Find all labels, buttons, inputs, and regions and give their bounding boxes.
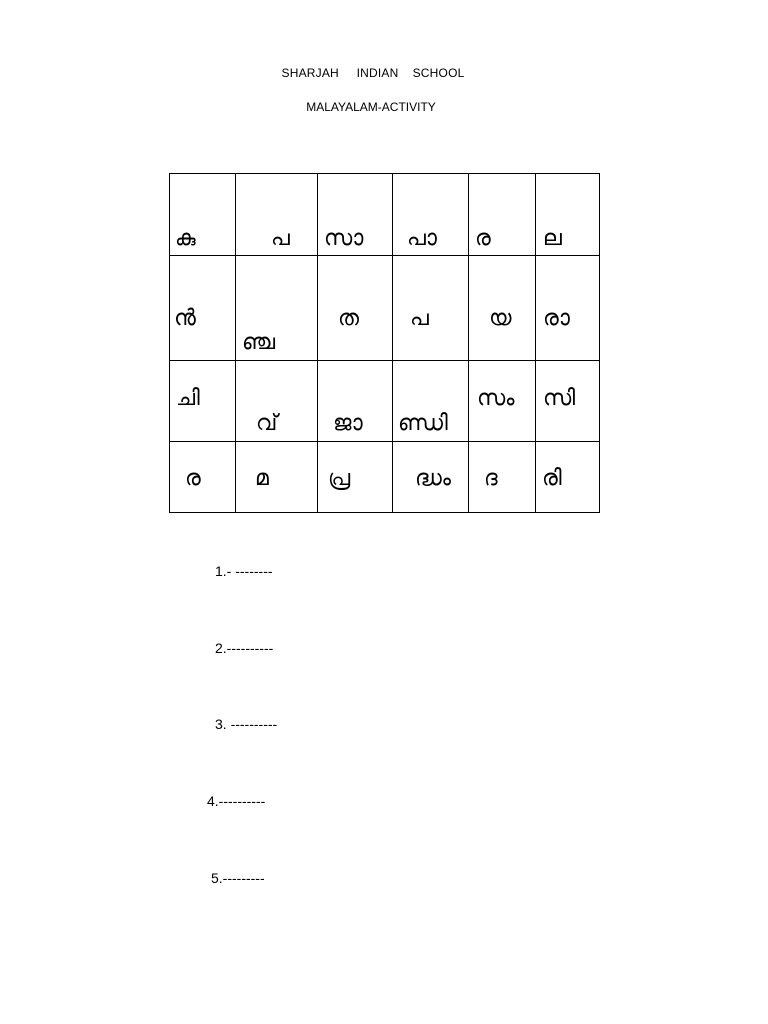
grid-cell-r1-c4: പാ: [407, 226, 437, 251]
grid-cell-r1-c2: പ: [271, 226, 290, 251]
grid-cell-r2-c6: രാ: [543, 306, 570, 331]
grid-cell-r3-c3: ജാ: [333, 411, 363, 436]
grid-line: [235, 174, 236, 512]
grid-cell-r4-c2: മ: [255, 466, 269, 491]
grid-cell-r4-c6: രി: [542, 466, 562, 491]
grid-cell-r1-c6: ല: [543, 226, 562, 251]
answer-line-4: 4.----------: [207, 793, 266, 809]
grid-cell-r3-c5: സം: [477, 386, 515, 411]
word-search-grid: [169, 173, 600, 513]
activity-title: MALAYALAM-ACTIVITY: [306, 100, 436, 114]
grid-line: [317, 174, 318, 512]
grid-cell-r4-c5: ദ: [484, 466, 498, 491]
grid-cell-r1-c1: കു: [175, 226, 196, 251]
grid-line: [535, 174, 536, 512]
grid-cell-r4-c1: ര: [185, 466, 201, 491]
grid-cell-r2-c1: ൻ: [174, 306, 196, 331]
grid-cell-r3-c6: സി: [543, 386, 576, 411]
answer-line-5: 5.---------: [211, 870, 265, 886]
answer-line-1: 1.- --------: [215, 563, 273, 579]
grid-line: [392, 174, 393, 512]
grid-cell-r4-c3: പ്ര: [328, 466, 351, 491]
grid-cell-r3-c2: വ്: [256, 411, 278, 436]
grid-cell-r3-c1: ചി: [176, 386, 200, 411]
answer-line-3: 3. ----------: [215, 716, 278, 732]
grid-line: [170, 255, 599, 256]
grid-cell-r1-c3: സാ: [324, 226, 364, 251]
grid-cell-r4-c4: ദ്ധം: [415, 466, 451, 491]
grid-cell-r2-c3: ത: [338, 306, 359, 331]
grid-cell-r2-c2: ഞ്ച: [242, 330, 276, 355]
grid-line: [170, 441, 599, 442]
grid-cell-r2-c4: പ: [410, 306, 429, 331]
grid-cell-r1-c5: ര: [475, 226, 491, 251]
grid-line: [170, 360, 599, 361]
grid-cell-r3-c4: ണ്ഡി: [398, 411, 448, 436]
school-name: SHARJAH INDIAN SCHOOL: [281, 66, 465, 80]
grid-cell-r2-c5: യ: [489, 306, 512, 331]
answer-line-2: 2.----------: [215, 640, 274, 656]
grid-line: [468, 174, 469, 512]
